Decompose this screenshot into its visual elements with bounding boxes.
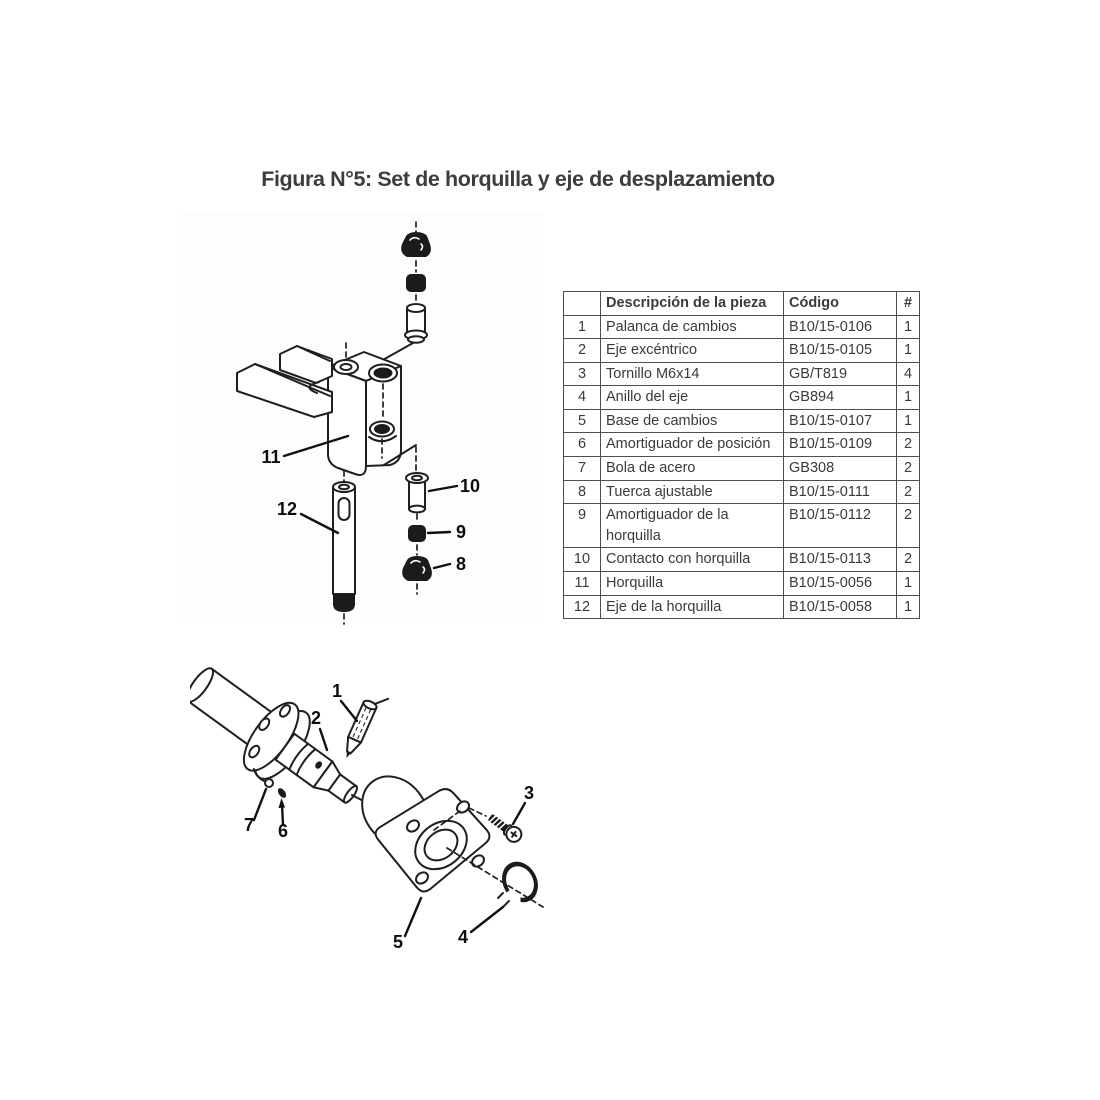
- part-description-cell: Palanca de cambios: [601, 315, 784, 339]
- part-description-cell: Base de cambios: [601, 409, 784, 433]
- part-qty-cell: 1: [897, 339, 920, 363]
- part-code-cell: GB308: [784, 457, 897, 481]
- part-number-cell: 9: [564, 504, 601, 548]
- table-row: [564, 339, 920, 363]
- part-qty-cell: 2: [897, 504, 920, 548]
- part-code-cell: B10/15-0111: [784, 480, 897, 504]
- table-row: [564, 433, 920, 457]
- part-6-position-damper: [276, 787, 288, 800]
- shaft-base-exploded-diagram: [190, 655, 590, 990]
- part-label-9: 9: [455, 522, 467, 542]
- part-code-cell: B10/15-0113: [784, 548, 897, 572]
- part-number-cell: 2: [564, 339, 601, 363]
- header-code: Código: [784, 292, 897, 316]
- callout-8: [434, 564, 450, 568]
- part-number-cell: 12: [564, 595, 601, 619]
- part-qty-cell: 2: [897, 457, 920, 481]
- part-description-cell: Tornillo M6x14: [601, 362, 784, 386]
- part-number-cell: 4: [564, 386, 601, 410]
- part-label-8: 8: [455, 554, 467, 574]
- table-row: [564, 504, 920, 548]
- callout-5: [405, 898, 421, 936]
- part-5-shift-base: [349, 763, 490, 891]
- part-number-cell: 7: [564, 457, 601, 481]
- part-label-2: 2: [310, 708, 322, 728]
- part-qty-cell: 1: [897, 409, 920, 433]
- part-description-cell: Anillo del eje: [601, 386, 784, 410]
- table-row: [564, 315, 920, 339]
- part-code-cell: B10/15-0109: [784, 433, 897, 457]
- table-row: [564, 386, 920, 410]
- table-header-row: [564, 292, 920, 316]
- part-9-damper-top: [406, 274, 426, 292]
- part-code-cell: B10/15-0107: [784, 409, 897, 433]
- part-description-cell: Bola de acero: [601, 457, 784, 481]
- part-label-6: 6: [277, 821, 289, 841]
- part-1-shift-lever-pin: [340, 690, 388, 763]
- part-label-5: 5: [392, 932, 404, 952]
- callout-1: [341, 701, 357, 721]
- part-code-cell: B10/15-0105: [784, 339, 897, 363]
- table-row: [564, 457, 920, 481]
- part-code-cell: GB/T819: [784, 362, 897, 386]
- part-description-cell: Tuerca ajustable: [601, 480, 784, 504]
- part-number-cell: 6: [564, 433, 601, 457]
- part-label-7: 7: [243, 815, 255, 835]
- part-description-cell: Eje de la horquilla: [601, 595, 784, 619]
- part-code-cell: B10/15-0058: [784, 595, 897, 619]
- part-label-3: 3: [523, 783, 535, 803]
- callout-2: [320, 729, 327, 750]
- part-qty-cell: 2: [897, 433, 920, 457]
- part-qty-cell: 1: [897, 386, 920, 410]
- part-qty-cell: 2: [897, 548, 920, 572]
- part-9-damper: [408, 525, 426, 542]
- part-description-cell: Amortiguador de posición: [601, 433, 784, 457]
- part-label-12: 12: [276, 499, 298, 519]
- part-label-10: 10: [459, 476, 481, 496]
- part-description-cell: Amortiguador de la horquilla: [601, 504, 784, 548]
- callout-3: [513, 803, 525, 824]
- part-number-cell: 5: [564, 409, 601, 433]
- part-label-11: 11: [261, 447, 281, 467]
- table-row: [564, 409, 920, 433]
- part-12-fork-shaft: [333, 471, 355, 624]
- part-code-cell: B10/15-0106: [784, 315, 897, 339]
- figure-title: Figura N°5: Set de horquilla y eje de desplazamiento: [261, 167, 775, 191]
- table-row: [564, 571, 920, 595]
- part-qty-cell: 2: [897, 480, 920, 504]
- part-number-cell: 8: [564, 480, 601, 504]
- part-qty-cell: 1: [897, 315, 920, 339]
- callout-4: [471, 907, 503, 932]
- part-label-4: 4: [457, 927, 469, 947]
- header-qty: #: [897, 292, 920, 316]
- header-num: [564, 292, 601, 316]
- part-description-cell: Horquilla: [601, 571, 784, 595]
- part-description-cell: Contacto con horquilla: [601, 548, 784, 572]
- table-row: [564, 595, 920, 619]
- fork-exploded-diagram: [180, 215, 540, 625]
- part-10-contact-pin-top: [405, 304, 427, 343]
- part-8-nut-top: [401, 232, 431, 257]
- table-row: [564, 548, 920, 572]
- part-code-cell: GB894: [784, 386, 897, 410]
- part-10-contact-pin: [406, 473, 428, 512]
- part-8-nut: [402, 556, 432, 581]
- callout-7: [254, 789, 266, 820]
- part-description-cell: Eje excéntrico: [601, 339, 784, 363]
- part-7-steel-ball: [265, 779, 273, 787]
- part-qty-cell: 1: [897, 595, 920, 619]
- callout-9: [428, 532, 450, 533]
- part-number-cell: 10: [564, 548, 601, 572]
- part-4-snap-ring: [498, 858, 542, 906]
- parts-table: [563, 291, 920, 619]
- part-number-cell: 11: [564, 571, 601, 595]
- table-row: [564, 362, 920, 386]
- part-code-cell: B10/15-0112: [784, 504, 897, 548]
- callout-10: [429, 486, 457, 491]
- part-number-cell: 1: [564, 315, 601, 339]
- part-code-cell: B10/15-0056: [784, 571, 897, 595]
- part-number-cell: 3: [564, 362, 601, 386]
- part-qty-cell: 1: [897, 571, 920, 595]
- part-qty-cell: 4: [897, 362, 920, 386]
- header-desc: Descripción de la pieza: [601, 292, 784, 316]
- part-label-1: 1: [331, 681, 343, 701]
- table-row: [564, 480, 920, 504]
